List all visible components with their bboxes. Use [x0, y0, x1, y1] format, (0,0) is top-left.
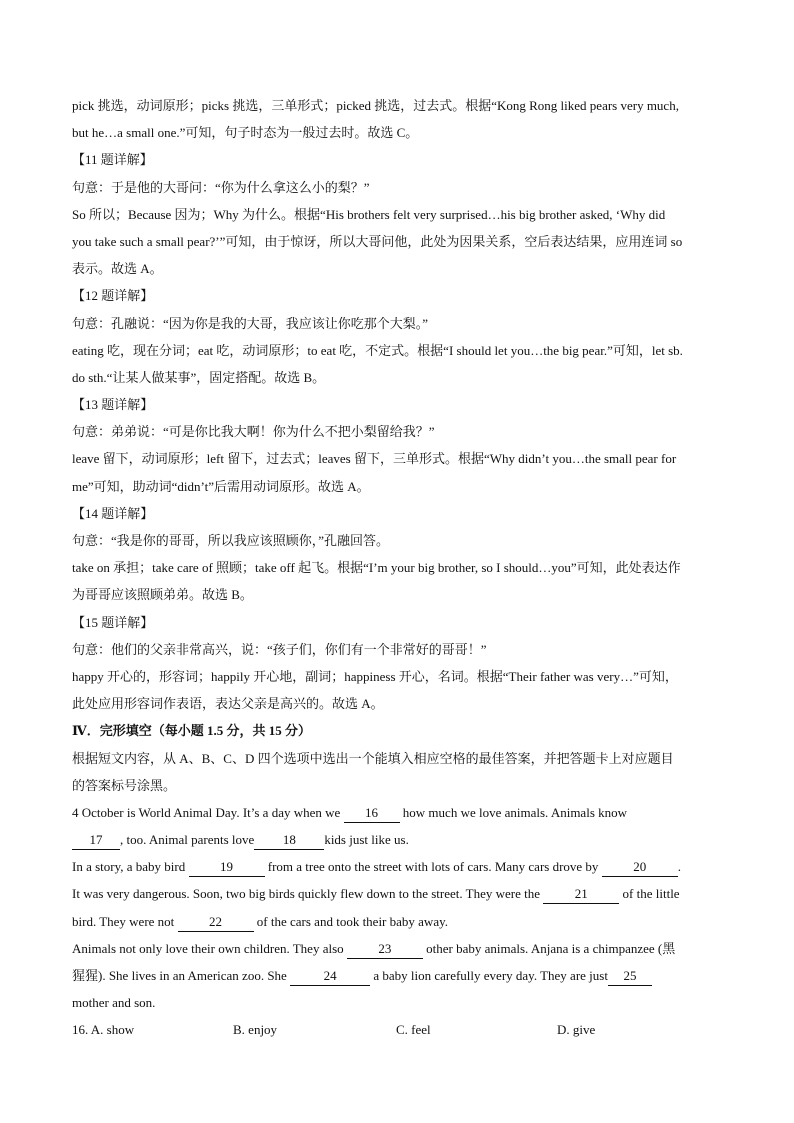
text-line: 句意：孔融说：“因为你是我的大哥，我应该让你吃那个大梨。” [72, 315, 429, 331]
passage-text: kids just like us. [324, 832, 409, 848]
passage-text: of the little [619, 886, 680, 902]
text-line: but he…a small one.”可知，句子时态为一般过去时。故选 C。 [72, 125, 419, 141]
passage-text: from a tree onto the street with lots of cars. Many cars drove by [264, 859, 602, 875]
passage-line: mother and son. [72, 995, 156, 1011]
passage-text: other baby animals. Anjana is a chimpanzee (黑 [422, 940, 676, 956]
text-line: 表示。故选 A。 [72, 261, 163, 277]
text-line: you take such a small pear?’”可知，由于惊讶，所以大哥问他，此处为因果关系，空后表达结果，应用连词 so [72, 233, 683, 249]
document-page [72, 92, 724, 1044]
passage-text: . [677, 859, 681, 875]
question-16-options [72, 1016, 724, 1043]
text-line: 句意：于是他的大哥问：“你为什么拿这么小的梨？” [72, 179, 370, 195]
blank-17: 17 [72, 831, 120, 850]
passage-line [72, 935, 724, 962]
question-13-heading: 【13 题详解】 [72, 397, 154, 413]
passage-line [72, 962, 724, 989]
option-a: 16. A. show [72, 1022, 135, 1038]
text-line: me”可知，助动词“didn’t”后需用动词原形。故选 A。 [72, 478, 370, 494]
instruction-line: 的答案标号涂黑。 [72, 777, 177, 793]
passage-text: a baby lion carefully every day. They are just [370, 968, 608, 983]
blank-20: 20 [602, 858, 678, 877]
passage-text: 猩猩). She lives in an American zoo. She [72, 968, 291, 983]
passage-text: In a story, a baby bird [72, 859, 189, 875]
blank-24: 24 [290, 967, 370, 986]
passage-text: bird. They were not [72, 913, 178, 929]
text-line: leave 留下，动词原形；left 留下，过去式；leaves 留下，三单形式。根据“Why didn’t you…the small pear for [72, 451, 677, 467]
text-line: 句意：他们的父亲非常高兴，说：“孩子们，你们有一个非常好的哥哥！” [72, 641, 487, 657]
passage-text: It was very dangerous. Soon, two big birds quickly flew down to the street. They were the [72, 886, 544, 902]
question-14-heading: 【14 题详解】 [72, 505, 154, 521]
blank-16: 16 [344, 804, 400, 823]
option-b: B. enjoy [233, 1022, 278, 1038]
passage-line [72, 853, 724, 880]
text-line: do sth.“让某人做某事”，固定搭配。故选 B。 [72, 369, 326, 385]
option-c: C. feel [396, 1022, 431, 1038]
blank-22: 22 [178, 913, 254, 932]
question-11-heading: 【11 题详解】 [72, 152, 153, 168]
blank-23: 23 [347, 940, 423, 959]
passage-line [72, 908, 724, 935]
passage-line [72, 799, 724, 826]
text-line: pick 挑选，动词原形；picks 挑选，三单形式；picked 挑选，过去式。根据“Kong Rong liked pears very much, [72, 98, 679, 113]
text-line: 句意：弟弟说：“可是你比我大啊！你为什么不把小梨留给我？” [72, 424, 435, 440]
blank-25: 25 [608, 967, 652, 986]
text-line: 句意：“我是你的哥哥，所以我应该照顾你，”孔融回答。 [72, 533, 390, 548]
question-15-heading: 【15 题详解】 [72, 614, 154, 630]
passage-text: , too. Animal parents love [120, 832, 255, 848]
text-line: happy 开心的，形容词；happily 开心地，副词；happiness 开心，名词。根据“Their father was very…”可知， [72, 668, 678, 684]
passage-text: Animals not only love their own children. They also [72, 940, 347, 956]
passage-line [72, 880, 724, 907]
question-12-heading: 【12 题详解】 [72, 288, 154, 304]
passage-text: 4 October is World Animal Day. It’s a day when we [72, 804, 344, 820]
option-d: D. give [557, 1022, 596, 1038]
blank-18: 18 [254, 831, 324, 850]
text-line: 为哥哥应该照顾弟弟。故选 B。 [72, 587, 253, 603]
passage-line [72, 826, 724, 853]
passage-text: of the cars and took their baby away. [253, 913, 448, 929]
instruction-line: 根据短文内容，从 A、B、C、D 四个选项中选出一个能填入相应空格的最佳答案，并把答题卡上对应题目 [72, 750, 674, 766]
blank-21: 21 [543, 885, 619, 904]
blank-19: 19 [189, 858, 265, 877]
text-line: So 所以；Because 因为；Why 为什么。根据“His brothers felt very surprised…his big brother asked, ‘Why did [72, 206, 666, 222]
text-line: 此处应用形容词作表语，表达父亲是高兴的。故选 A。 [72, 696, 384, 712]
text-line: eating 吃，现在分词；eat 吃，动词原形；to eat 吃，不定式。根据“I should let you…the big pear.”可知，let sb. [72, 342, 683, 358]
text-line: take on 承担；take care of 照顾；take off 起飞。根据“I’m your big brother, so I should…you”可知，此处表达作 [72, 560, 681, 576]
section-title: Ⅳ．完形填空（每小题 1.5 分，共 15 分） [72, 723, 312, 739]
passage-text: how much we love animals. Animals know [399, 804, 628, 820]
